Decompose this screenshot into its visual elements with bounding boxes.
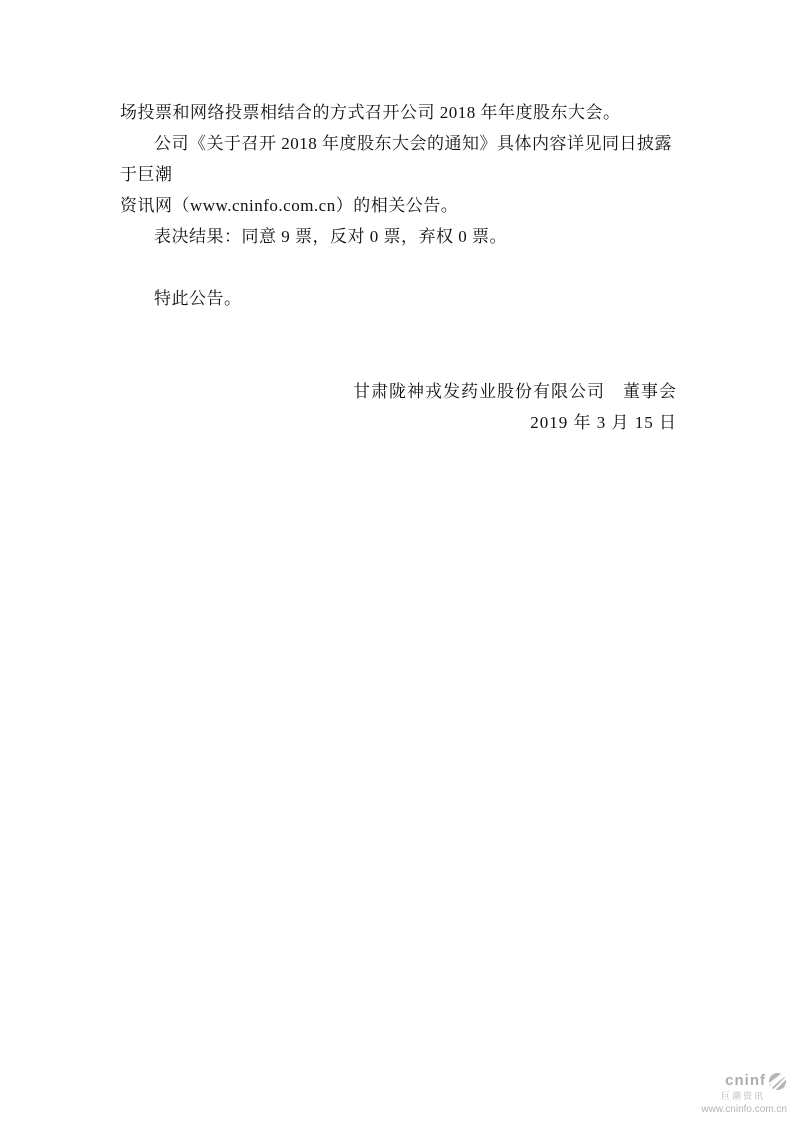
body-line-closing: 特此公告。 — [154, 289, 242, 308]
body-line-notice-reference: 公司《关于召开 2018 年度股东大会的通知》具体内容详见同日披露于巨潮 — [120, 134, 672, 184]
signature-date-line: 2019 年 3 月 15 日 — [530, 413, 677, 432]
cninfo-logo-text: cninf — [725, 1072, 766, 1090]
cninfo-logo-row — [637, 1072, 787, 1091]
body-line-vote-result: 表决结果：同意 9 票，反对 0 票，弃权 0 票。 — [154, 227, 507, 246]
announcement-body — [120, 97, 677, 438]
cninfo-swirl-icon — [768, 1072, 787, 1091]
cninfo-url: www.cninfo.com.cn — [701, 1103, 787, 1115]
blank-line — [120, 345, 677, 376]
cninfo-watermark — [637, 1072, 787, 1115]
blank-line — [120, 314, 677, 345]
body-line-website-reference: 资讯网（www.cninfo.com.cn）的相关公告。 — [120, 196, 459, 215]
blank-line — [120, 252, 677, 283]
signature-company-line: 甘肃陇神戎发药业股份有限公司 董事会 — [353, 382, 677, 401]
body-line-continuation: 场投票和网络投票相结合的方式召开公司 2018 年年度股东大会。 — [120, 103, 621, 122]
cninfo-chinese-name: 巨潮资讯 — [720, 1091, 765, 1101]
